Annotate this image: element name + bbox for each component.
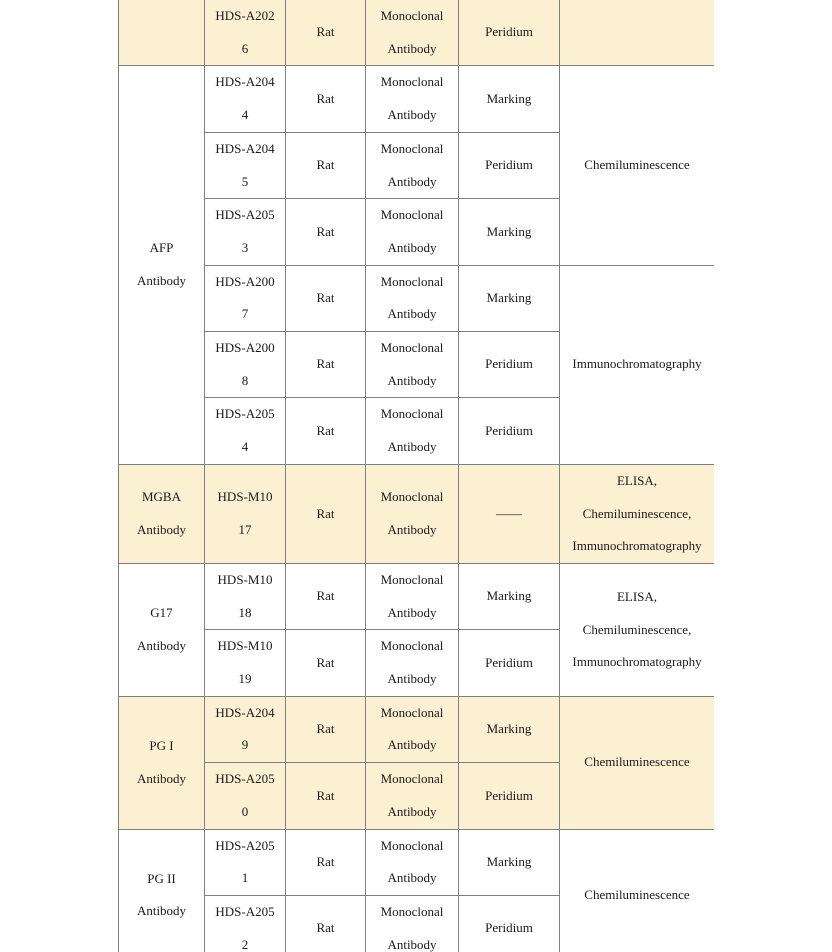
clonality-cell: Monoclonal Antibody [366,199,459,265]
host-cell: Rat [286,630,366,696]
host-cell: Rat [286,332,366,398]
clonality-cell: Monoclonal Antibody [366,895,459,952]
application-cell: Peridium [459,630,560,696]
application-cell: Peridium [459,0,560,66]
method-cell [560,0,715,66]
antibody-name-cell: AFP Antibody [119,66,205,464]
catalog-number-cell: HDS-A200 8 [205,332,286,398]
antibody-name-cell: PG I Antibody [119,696,205,829]
clonality-cell: Monoclonal Antibody [366,332,459,398]
clonality-cell: Monoclonal Antibody [366,763,459,829]
host-cell: Rat [286,763,366,829]
application-cell: —— [459,464,560,563]
host-cell: Rat [286,398,366,464]
method-cell: Immunochromatography [560,265,715,464]
catalog-number-cell: HDS-A205 3 [205,199,286,265]
clonality-cell: Monoclonal Antibody [366,265,459,331]
application-cell: Peridium [459,763,560,829]
application-cell: Marking [459,199,560,265]
clonality-cell: Monoclonal Antibody [366,398,459,464]
method-cell: Chemiluminescence [560,696,715,829]
host-cell: Rat [286,199,366,265]
table-row [119,265,715,331]
clonality-cell: Monoclonal Antibody [366,829,459,895]
antibody-name-cell: PG II Antibody [119,829,205,952]
host-cell: Rat [286,563,366,629]
method-cell: Chemiluminescence [560,829,715,952]
host-cell: Rat [286,265,366,331]
application-cell: Peridium [459,398,560,464]
table-row [119,829,715,895]
catalog-number-cell: HDS-A204 4 [205,66,286,132]
clonality-cell: Monoclonal Antibody [366,464,459,563]
table-row [119,563,715,629]
clonality-cell: Monoclonal Antibody [366,0,459,66]
application-cell: Peridium [459,895,560,952]
host-cell: Rat [286,895,366,952]
method-cell: Chemiluminescence [560,66,715,265]
antibody-name-cell: G17 Antibody [119,563,205,696]
table-row [119,696,715,762]
antibody-name-cell [119,0,205,66]
catalog-number-cell: HDS-A200 7 [205,265,286,331]
method-cell: ELISA, Chemiluminescence, Immunochromatography [560,464,715,563]
table-row [119,464,715,563]
catalog-number-cell: HDS-A205 4 [205,398,286,464]
antibody-name-cell: MGBA Antibody [119,464,205,563]
application-cell: Peridium [459,132,560,198]
host-cell: Rat [286,132,366,198]
application-cell: Marking [459,563,560,629]
clonality-cell: Monoclonal Antibody [366,66,459,132]
antibody-table [118,0,714,952]
clonality-cell: Monoclonal Antibody [366,630,459,696]
clonality-cell: Monoclonal Antibody [366,563,459,629]
host-cell: Rat [286,696,366,762]
catalog-number-cell: HDS-M10 18 [205,563,286,629]
catalog-number-cell: HDS-A202 6 [205,0,286,66]
catalog-number-cell: HDS-M10 17 [205,464,286,563]
catalog-number-cell: HDS-A205 0 [205,763,286,829]
catalog-number-cell: HDS-A205 1 [205,829,286,895]
host-cell: Rat [286,0,366,66]
application-cell: Marking [459,696,560,762]
catalog-number-cell: HDS-A204 9 [205,696,286,762]
catalog-number-cell: HDS-A204 5 [205,132,286,198]
catalog-number-cell: HDS-M10 19 [205,630,286,696]
clonality-cell: Monoclonal Antibody [366,696,459,762]
host-cell: Rat [286,829,366,895]
document-page [118,0,714,952]
application-cell: Marking [459,66,560,132]
application-cell: Marking [459,829,560,895]
clonality-cell: Monoclonal Antibody [366,132,459,198]
host-cell: Rat [286,464,366,563]
host-cell: Rat [286,66,366,132]
method-cell: ELISA, Chemiluminescence, Immunochromatography [560,563,715,696]
table-row [119,0,715,66]
table-row [119,66,715,132]
application-cell: Marking [459,265,560,331]
application-cell: Peridium [459,332,560,398]
catalog-number-cell: HDS-A205 2 [205,895,286,952]
